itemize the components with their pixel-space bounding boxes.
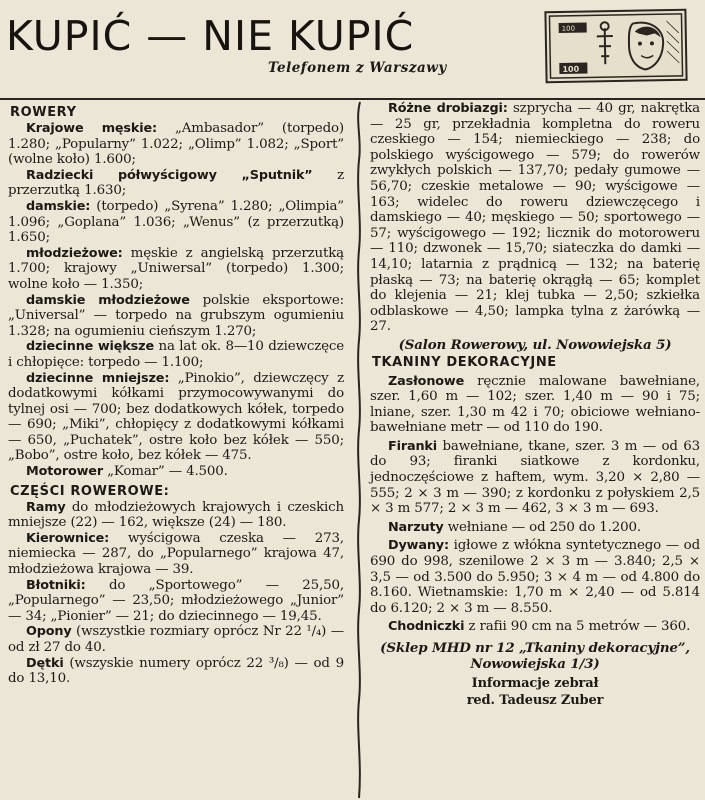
entry-chodniczki	[370, 619, 700, 635]
entry-text: z przerzutką 1.630;	[8, 167, 344, 199]
entry-label: młodzieżowe:	[26, 245, 123, 261]
entry-text: bawełniane, tkane, szer. 3 m — od 63 do 93; firanki siatkowe z kordonku, jednoczęściowe z haftem, wym. 3,20 × 2,80 — 555; 2 × 3 m — 390; z kordonku z połyskiem 2,5 × 3 m 577; 2 × 3 m — 462, 3 × 3 m — 693.	[370, 438, 700, 517]
entry-text: ręcznie malowane bawełniane, szer. 1,60 m — 102; szer. 1,40 m — 90 i 75; lniane, szer. 1,30 m 42 i 70; obiciowe wełniano-bawełniane metr — od 110 do 190.	[370, 373, 700, 436]
entry-label: Zasłonowe	[388, 373, 465, 389]
entry-label: Ramy	[26, 499, 66, 515]
entry-radziecki	[8, 168, 344, 199]
entry-kierownice	[8, 531, 344, 578]
entry-text: wełniane — od 250 do 1.200.	[443, 519, 641, 535]
entry-narzuty	[370, 520, 700, 536]
banknote-illustration	[544, 9, 687, 83]
credit-line-2: red. Tadeusz Zuber	[466, 693, 604, 709]
entry-detki	[8, 656, 344, 687]
banknote-emblem-icon	[597, 22, 614, 64]
entry-label: Różne drobiazgi:	[388, 101, 508, 116]
entry-text: wyścigowa czeska — 273, niemiecka — 287, do „Popularnego” krajowa 47, młodzieżowa krajowa — 39.	[8, 530, 344, 578]
entry-zaslonowe	[370, 374, 700, 436]
entry-text: „Pinokio”, dziewczęcy z dodatkowymi kółkami przymocowywanymi do tylnej osi — 700; bez dodatkowych kółek, torpedo — 690; „Miki”, chłopięcy z dodatkowymi kółkami — 650, „Puchatek”, ostre koło bez kółek — 550; „Bobo”, ostre koło, bez kółek — 475.	[8, 370, 344, 464]
entry-label: Chodniczki	[388, 619, 465, 635]
section-title-tkaniny: TKANINY DEKORACYJNE	[372, 354, 557, 370]
entry-ramy	[8, 500, 344, 531]
entry-label: Firanki	[388, 438, 438, 454]
entry-blotniki	[8, 578, 344, 625]
entry-text: szprycha — 40 gr, nakrętka — 25 gr, przekładnia kompletna do roweru czeskiego — 154; niemieckiego — 238; do polskiego wyścigowego — 579; do rowerów zwykłych polskich — 137,70; pedały gumowe — 56,70; czeskie metalowe — 90; wyścigowe — 163; widelec do roweru dziewczęcego i damskiego — 40; męskiego — 50; sportowego — 57; wyścigowego — 192; licznik do motoroweru — 110; dzwonek — 15,70; siateczka do damki — 14,10; latarnia z prądnicą — 132; na baterię płaską — 73; na baterię okrągłą — 65; komplet do klejenia — 21; klej tubka — 2,50; szkiełka odblaskowe — 4,50; lampka tylna z żarówką — 27.	[370, 101, 700, 335]
entry-text: męskie z angielską przerzutką 1.700; krajowy „Uniwersal” (torpedo) 1.300; wolne koło — 1.350;	[8, 245, 344, 292]
entry-text: do młodzieżowych krajowych i czeskich mniejsze (22) — 162, większe (24) — 180.	[8, 499, 344, 531]
entry-motorower	[8, 464, 344, 480]
entry-label: Radziecki półwyścigowy „Sputnik”	[26, 167, 313, 183]
entry-text: na lat ok. 8—10 dziewczęce i chłopięce: torpedo — 1.100;	[8, 339, 344, 370]
entry-firanki	[370, 439, 700, 517]
byline: Telefonem z Warszawy	[268, 60, 447, 76]
section-title-rowery: ROWERY	[10, 105, 77, 120]
entry-text: do „Sportowego” — 25,50, „Popularnego” — 23,50; młodzieżowego „Junior” — 34; „Pionier” — 21; do dziecinnego — 19,45.	[8, 577, 344, 624]
entry-text: (wszyskie numery oprócz 22 ³/₈) — od 9 do 13,10.	[8, 655, 344, 687]
entry-label: Motorower	[26, 464, 103, 480]
banknote-portrait-icon	[629, 22, 664, 69]
column-divider	[352, 100, 366, 800]
entry-label: dziecinne większe	[26, 339, 154, 355]
entry-label: Narzuty	[388, 519, 444, 535]
entry-text: „Ambasador” (torpedo) 1.280; „Popularny” 1.022; „Olimp” 1.082; „Sport” (wolne koło) 1.600;	[8, 121, 344, 168]
entry-label: damskie:	[26, 198, 91, 214]
entry-label: Opony	[26, 624, 72, 640]
entry-drobiazgi	[370, 101, 700, 335]
entry-label: Dywany:	[388, 538, 449, 554]
banknote-value-top: 100	[561, 24, 576, 33]
entry-dzieciece-wieksze	[8, 339, 344, 370]
entry-text: igłowe z włókna syntetycznego — od 690 do 998, szenilowe 2 × 3 m — 3.840; 2,5 × 3,5 — od 3.500 do 5.950; 3 × 4 m — od 4.800 do 8.160. Wietnamskie: 1,70 m × 2,40 — od 5.814 do 6.120; 2 × 3 m — 8.550.	[370, 538, 700, 616]
entry-label: damskie młodzieżowe	[26, 292, 190, 308]
entry-text: z rafii 90 cm na 5 metrów — 360.	[464, 619, 691, 635]
source-note-sklep: (Sklep MHD nr 12 „Tkaniny dekoracyjne”, Nowowiejska 1/3)	[380, 640, 690, 672]
entry-dzieciece-mniejsze	[8, 371, 344, 465]
article-header	[0, 0, 705, 100]
credit-line-1: Informacje zebrał	[471, 676, 599, 692]
entry-label: dziecinne mniejsze:	[26, 370, 170, 386]
source-note-salon: (Salon Rowerowy, ul. Nowowiejska 5)	[398, 336, 672, 353]
entry-label: Krajowe męskie:	[26, 121, 157, 136]
entry-krajowe-meskie	[8, 121, 344, 168]
banknote-hatching	[667, 21, 680, 63]
entry-text: (torpedo) „Syrena” 1.280; „Olimpia” 1.096; „Goplana” 1.036; „Wenus” (z przerzutką) 1.650;	[8, 198, 344, 246]
entry-label: Kierownice:	[26, 530, 110, 546]
headline: KUPIĆ — NIE KUPIĆ	[6, 12, 415, 60]
banknote-value-bottom: 100	[562, 64, 580, 74]
entry-mlodziezowe	[8, 246, 344, 293]
entry-text: polskie eksportowe: „Universal” — torpedo na grubszym ogumieniu 1.328; na ogumieniu cieńszym 1.270;	[8, 292, 344, 339]
entry-opony	[8, 624, 344, 655]
entry-text: „Komar” — 4.500.	[103, 464, 228, 480]
section-title-czesci: CZĘŚCI ROWEROWE:	[10, 483, 170, 499]
left-column	[8, 104, 344, 687]
entry-label: Dętki	[26, 655, 64, 671]
entry-label: Błotniki:	[26, 577, 86, 593]
entry-dywany	[370, 538, 700, 616]
entry-text: (wszystkie rozmiary oprócz Nr 22 ¹/₄) — od zł 27 do 40.	[8, 624, 344, 655]
entry-damskie-mlodziezowe	[8, 293, 344, 340]
entry-damskie	[8, 199, 344, 246]
right-column	[370, 101, 700, 709]
